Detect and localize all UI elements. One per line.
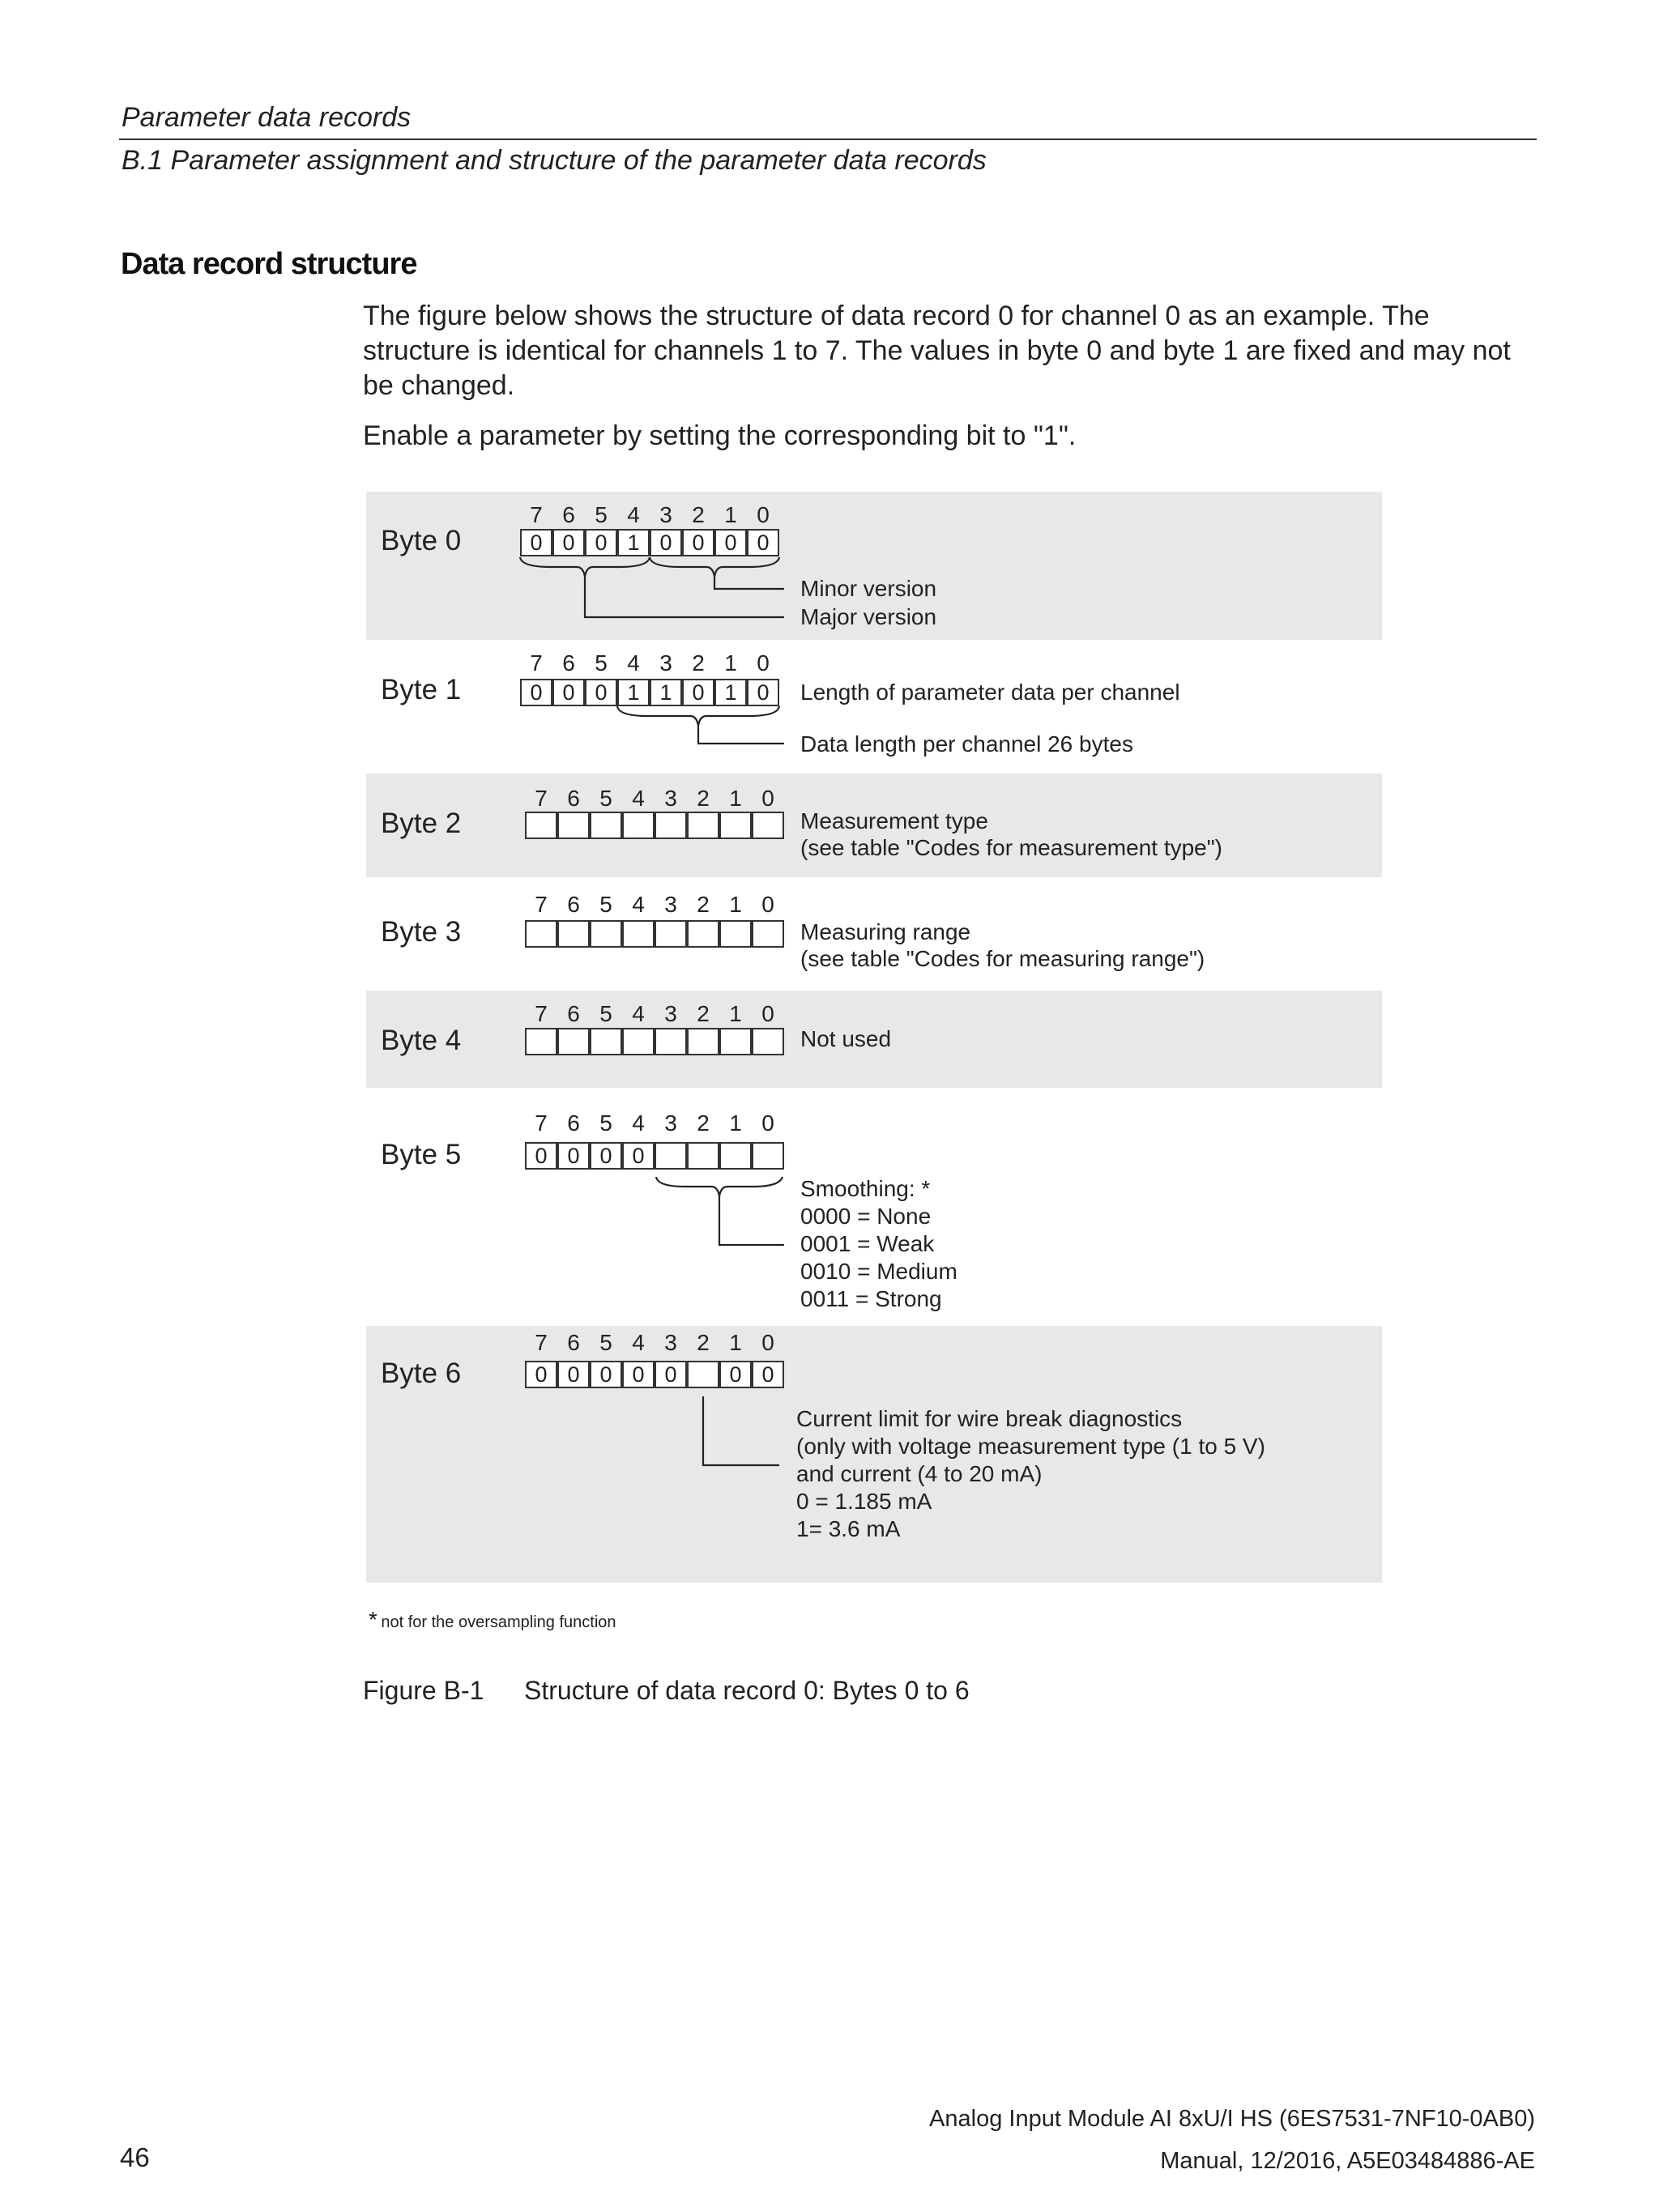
byte-description: Data length per channel 26 bytes bbox=[800, 731, 1133, 757]
bit-cell: 0 bbox=[525, 1142, 557, 1170]
bit-number: 3 bbox=[664, 892, 677, 917]
bit-number: 1 bbox=[729, 786, 742, 811]
bit-cell: 0 bbox=[622, 1361, 655, 1388]
bit-number: 3 bbox=[659, 502, 672, 527]
bit-number: 0 bbox=[761, 1330, 774, 1355]
bit-cell: 1 bbox=[650, 679, 682, 706]
footnote-marker: * bbox=[369, 1607, 377, 1632]
bit-number: 1 bbox=[724, 650, 737, 676]
byte-description: Minor version bbox=[800, 576, 937, 601]
figure-caption-number: Figure B-1 bbox=[363, 1676, 484, 1705]
bit-number: 5 bbox=[599, 1330, 612, 1355]
bit-number: 0 bbox=[761, 892, 774, 917]
byte-label: Byte 3 bbox=[381, 916, 462, 948]
footer-manual: Manual, 12/2016, A5E03484886-AE bbox=[1160, 2148, 1535, 2174]
byte-label: Byte 4 bbox=[381, 1025, 462, 1056]
footnote bbox=[369, 1607, 616, 1633]
bit-number: 0 bbox=[761, 1001, 774, 1026]
bit-cell: 0 bbox=[752, 1361, 784, 1388]
byte6-wirebreak-connector bbox=[703, 1396, 779, 1465]
bit-number: 6 bbox=[567, 1330, 580, 1355]
bit-cell: 0 bbox=[719, 1361, 752, 1388]
bit-number: 7 bbox=[530, 650, 543, 676]
byte-label: Byte 1 bbox=[381, 674, 462, 705]
bit-number: 7 bbox=[530, 502, 543, 527]
byte-description: Length of parameter data per channel bbox=[800, 680, 1180, 705]
bit-number: 1 bbox=[724, 502, 737, 527]
byte-description: Measuring range bbox=[800, 919, 971, 944]
running-header-chapter: Parameter data records bbox=[122, 102, 412, 133]
bit-cell: 0 bbox=[682, 679, 714, 706]
bit-number: 2 bbox=[697, 786, 710, 811]
bit-number: 1 bbox=[729, 1330, 742, 1355]
byte-description: Not used bbox=[800, 1026, 892, 1051]
bit-number: 6 bbox=[567, 1001, 580, 1026]
bit-number: 3 bbox=[659, 650, 672, 676]
bit-number: 4 bbox=[632, 892, 645, 917]
byte-description: Smoothing: * bbox=[800, 1176, 931, 1201]
bit-number: 3 bbox=[664, 1330, 677, 1355]
byte0-brace-high bbox=[520, 557, 650, 577]
bit-number: 7 bbox=[535, 1110, 548, 1136]
bit-cell: 1 bbox=[617, 679, 650, 706]
bit-number: 2 bbox=[697, 1330, 710, 1355]
bit-number: 6 bbox=[562, 650, 575, 676]
bit-cell: 0 bbox=[590, 1142, 622, 1170]
bit-cell: 0 bbox=[590, 1361, 622, 1388]
bit-number: 1 bbox=[729, 1001, 742, 1026]
footer-product: Analog Input Module AI 8xU/I HS (6ES7531-7NF10-0AB0) bbox=[929, 2106, 1535, 2132]
section-title: Data record structure bbox=[121, 247, 417, 281]
byte-label: Byte 5 bbox=[381, 1139, 462, 1170]
byte-description: and current (4 to 20 mA) bbox=[796, 1461, 1043, 1486]
bit-number: 7 bbox=[535, 892, 548, 917]
bit-number: 2 bbox=[697, 1001, 710, 1026]
intro-paragraph-2: Enable a parameter by setting the corresponding bit to "1". bbox=[363, 420, 1077, 451]
byte-description: 0010 = Medium bbox=[800, 1259, 957, 1284]
bit-number: 6 bbox=[567, 892, 580, 917]
bit-number: 5 bbox=[595, 502, 608, 527]
bit-number: 6 bbox=[567, 786, 580, 811]
bit-cell: 0 bbox=[525, 1361, 557, 1388]
bit-number: 4 bbox=[632, 1001, 645, 1026]
bit-cell: 0 bbox=[552, 679, 585, 706]
bit-cell: 0 bbox=[557, 1142, 590, 1170]
byte-description: (see table "Codes for measuring range") bbox=[800, 946, 1205, 971]
byte-label: Byte 0 bbox=[381, 525, 462, 556]
bit-number: 7 bbox=[535, 1330, 548, 1355]
bit-cell: 0 bbox=[557, 1361, 590, 1388]
byte-description: (only with voltage measurement type (1 to 5 V) bbox=[796, 1434, 1265, 1459]
bit-number: 6 bbox=[562, 502, 575, 527]
byte5-brace bbox=[656, 1177, 783, 1196]
byte-description: (see table "Codes for measurement type") bbox=[800, 835, 1223, 860]
bit-number: 0 bbox=[761, 786, 774, 811]
bit-cell: 0 bbox=[714, 529, 747, 556]
byte-description: 1= 3.6 mA bbox=[796, 1516, 901, 1541]
byte0-brace-low bbox=[650, 557, 779, 577]
bit-number: 2 bbox=[692, 650, 705, 676]
bit-number: 2 bbox=[697, 892, 710, 917]
bit-cell: 0 bbox=[650, 529, 682, 556]
byte-description: Current limit for wire break diagnostics bbox=[796, 1406, 1183, 1431]
byte-label: Byte 2 bbox=[381, 808, 462, 839]
byte-description: Major version bbox=[800, 604, 937, 629]
byte-description: 0011 = Strong bbox=[800, 1286, 942, 1311]
bit-number: 2 bbox=[697, 1110, 710, 1136]
bit-number: 7 bbox=[535, 1001, 548, 1026]
bit-cell: 1 bbox=[617, 529, 650, 556]
bit-number: 5 bbox=[599, 786, 612, 811]
figure-caption-text: Structure of data record 0: Bytes 0 to 6 bbox=[524, 1676, 970, 1705]
bit-number: 0 bbox=[761, 1110, 774, 1136]
bit-cell: 0 bbox=[585, 529, 617, 556]
bit-number: 4 bbox=[627, 650, 640, 676]
bit-number: 5 bbox=[599, 1110, 612, 1136]
byte1-length-connector bbox=[698, 726, 784, 744]
bit-number: 3 bbox=[664, 1001, 677, 1026]
running-header-section: B.1 Parameter assignment and structure of the parameter data records bbox=[122, 145, 987, 176]
bit-cell: 1 bbox=[714, 679, 747, 706]
bit-cell: 0 bbox=[655, 1361, 687, 1388]
bit-cell: 0 bbox=[682, 529, 714, 556]
bit-cell: 0 bbox=[520, 679, 552, 706]
bit-number: 4 bbox=[632, 1330, 645, 1355]
bit-number: 7 bbox=[535, 786, 548, 811]
byte-description: 0001 = Weak bbox=[800, 1231, 935, 1256]
bit-number: 3 bbox=[664, 1110, 677, 1136]
byte0-minor-connector bbox=[714, 577, 784, 589]
byte-description: Measurement type bbox=[800, 808, 988, 833]
bit-cell: 0 bbox=[520, 529, 552, 556]
bit-number: 0 bbox=[757, 650, 770, 676]
footnote-text: not for the oversampling function bbox=[381, 1613, 616, 1631]
bit-number: 5 bbox=[599, 892, 612, 917]
bit-number: 6 bbox=[567, 1110, 580, 1136]
byte5-smoothing-connector bbox=[719, 1196, 784, 1245]
bit-number: 5 bbox=[595, 650, 608, 676]
bit-cell: 0 bbox=[585, 679, 617, 706]
intro-paragraph-1: The figure below shows the structure of data record 0 for channel 0 as an example. The structure is identical for channels 1 to 7. The values in byte 0 and byte 1 are fixed and may not be changed. bbox=[363, 300, 1511, 401]
bit-number: 0 bbox=[757, 502, 770, 527]
byte-description: 0 = 1.185 mA bbox=[796, 1489, 932, 1514]
page-number: 46 bbox=[120, 2142, 150, 2172]
bit-number: 3 bbox=[664, 786, 677, 811]
byte-label: Byte 6 bbox=[381, 1357, 462, 1389]
byte0-major-connector bbox=[585, 577, 784, 617]
byte-description: 0000 = None bbox=[800, 1204, 932, 1229]
bit-number: 5 bbox=[599, 1001, 612, 1026]
bit-number: 4 bbox=[632, 786, 645, 811]
bit-cell: 0 bbox=[622, 1142, 655, 1170]
byte1-brace bbox=[617, 706, 779, 726]
bit-number: 2 bbox=[692, 502, 705, 527]
bit-cell: 0 bbox=[747, 679, 779, 706]
bit-number: 4 bbox=[632, 1110, 645, 1136]
bit-number: 1 bbox=[729, 892, 742, 917]
bit-number: 4 bbox=[627, 502, 640, 527]
bit-cell: 0 bbox=[552, 529, 585, 556]
bit-number: 1 bbox=[729, 1110, 742, 1136]
bit-cell: 0 bbox=[747, 529, 779, 556]
